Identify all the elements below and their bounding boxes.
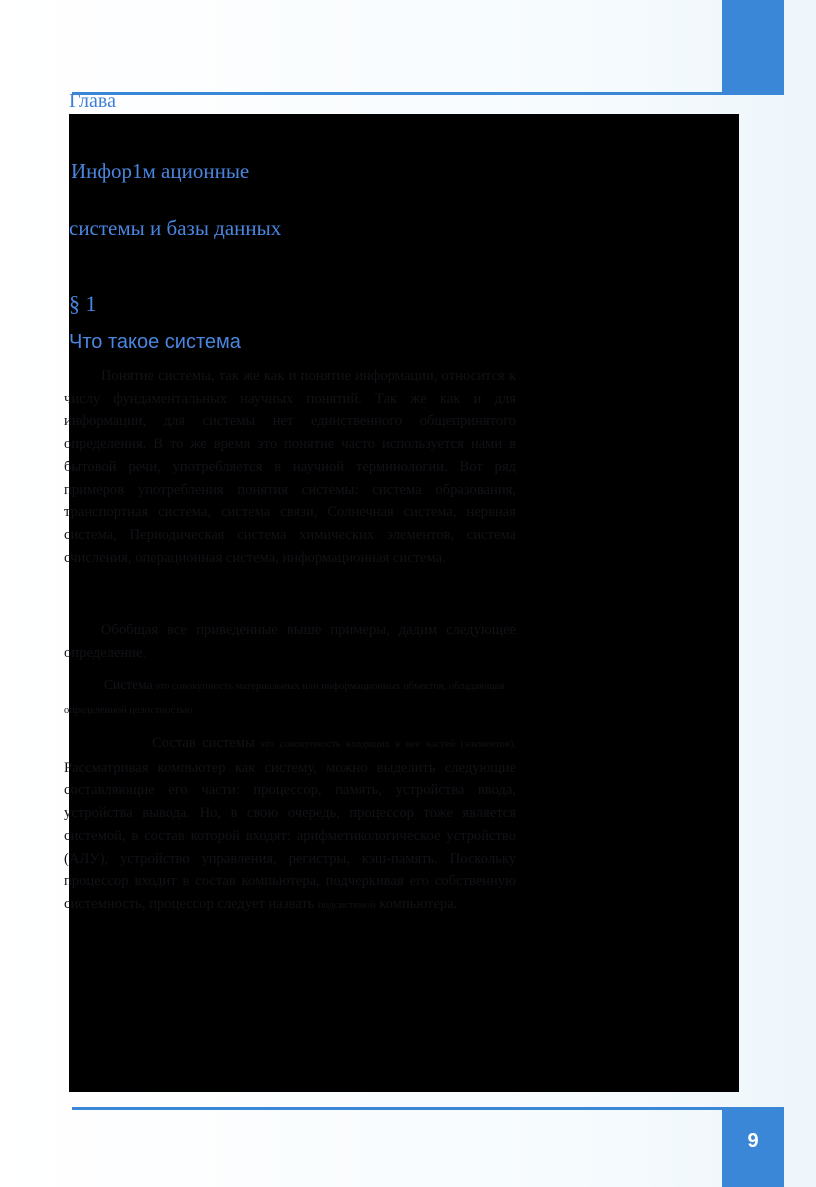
chapter-title-line-1: Инфор1м ационные xyxy=(71,159,250,183)
definition-text-composition: это совокупность входящих в нее частей (элементов). xyxy=(254,739,516,750)
section-title: Что такое система xyxy=(69,331,241,353)
chapter-tab-marker xyxy=(722,0,784,92)
footer-rule xyxy=(72,1107,784,1110)
chapter-label: Глава xyxy=(69,90,116,112)
definition-text-system: это совокупность материальных или информационных объектов, обладающая определенной целостностью xyxy=(64,681,505,716)
definition-term-system: Система xyxy=(104,677,153,692)
paragraph-3-text: Рассматривая компьютер как систему, можно выделить следующие составляющие его части: процессор, память, устройства ввода, устройства вывода. Но, в свою очередь, процессор тоже является системой, в состав которой входят: арифметикологическое устройство (АЛУ), устройство управления, регистры, кэш-память. Поскольку процессор входит в состав компьютера, подчеркивая его собственную системность, процессор следует назвать xyxy=(64,759,516,912)
body-paragraph-1: Понятие системы, так же как и понятие информации, относится к числу фундаментальных научных понятий. Так же как и для информации, для системы нет единственного общепринятого определения. В то же время это понятие часто используется нами в бытовой речи, употребляется в научной терминологии. Вот ряд примеров употребления понятия системы: система образования, транспортная система, система связи, Солнечная система, нервная система, Периодическая система химических элементов, система счисления, операционная система, информационная система. xyxy=(64,368,516,566)
page-number: 9 xyxy=(722,1110,784,1187)
header-rule xyxy=(72,92,784,95)
definition-term-composition: Состав системы xyxy=(152,735,255,751)
chapter-title-line-2: системы и базы данных xyxy=(69,216,282,240)
definition-system xyxy=(64,673,559,723)
content-background-block xyxy=(69,114,739,1092)
body-paragraph-3 xyxy=(64,732,516,918)
section-number: § 1 xyxy=(69,291,97,316)
body-paragraph-2: Обобщая все приведенные выше примеры, дадим следующее определение. xyxy=(64,622,516,661)
term-subsystem: подсистемой xyxy=(318,899,376,911)
paragraph-3-end: компьютера. xyxy=(375,895,458,912)
